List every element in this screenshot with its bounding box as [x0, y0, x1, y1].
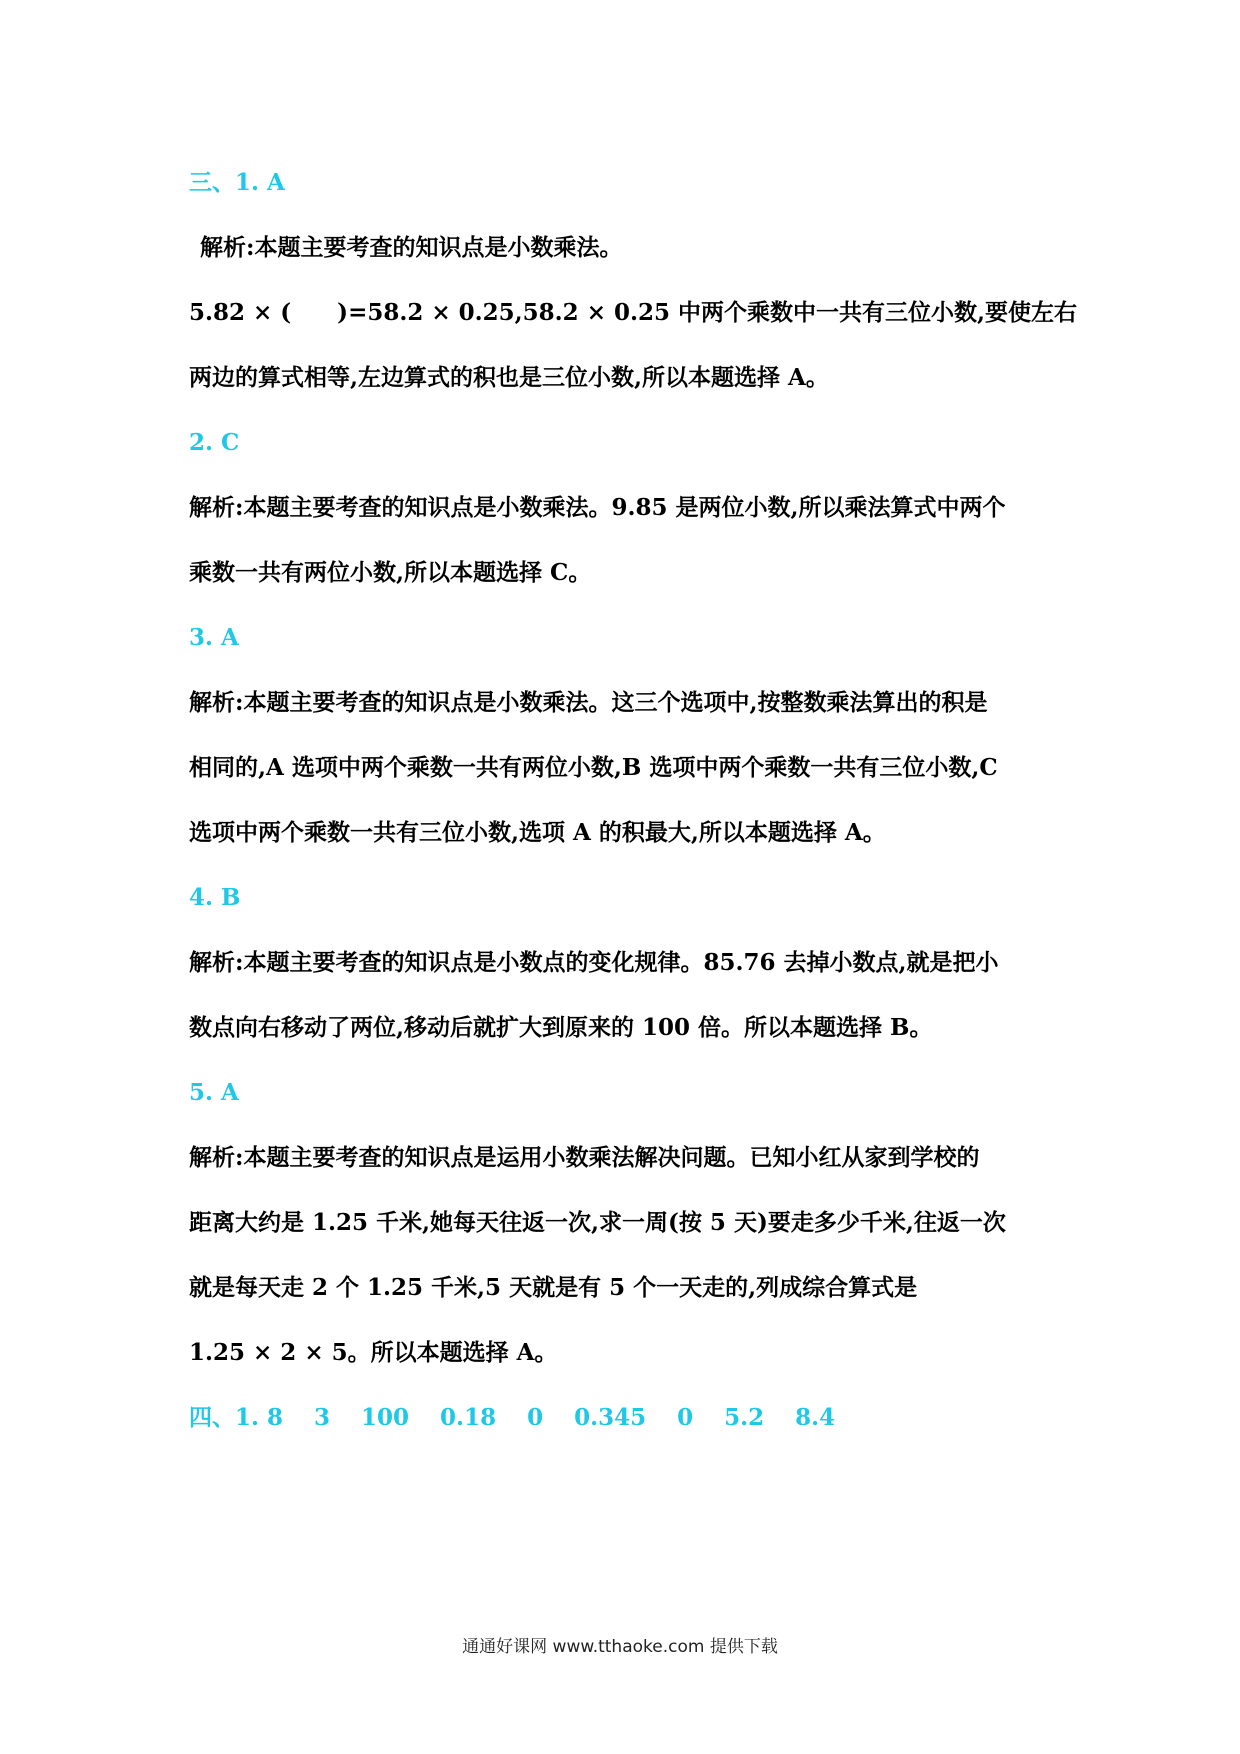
explanation-3-3-line-2: 相同的,A 选项中两个乘数一共有两位小数,B 选项中两个乘数一共有三位小数,C	[189, 754, 998, 781]
answer-4-1: 四、1. 8 3 100 0.18 0 0.345 0 5.2 8.4	[189, 1404, 836, 1431]
answer-3-4: 4. B	[189, 884, 241, 911]
explanation-3-2-line-2: 乘数一共有两位小数,所以本题选择 C。	[189, 559, 592, 586]
explanation-3-3-line-1: 解析:本题主要考查的知识点是小数乘法。这三个选项中,按整数乘法算出的积是	[189, 689, 988, 716]
answer-3-3: 3. A	[189, 624, 239, 651]
explanation-3-4-line-2: 数点向右移动了两位,移动后就扩大到原来的 100 倍。所以本题选择 B。	[189, 1014, 933, 1041]
answer-3-5: 5. A	[189, 1079, 239, 1106]
explanation-3-5-line-2: 距离大约是 1.25 千米,她每天往返一次,求一周(按 5 天)要走多少千米,往返一次	[189, 1209, 1006, 1236]
explanation-3-2-line-1: 解析:本题主要考查的知识点是小数乘法。9.85 是两位小数,所以乘法算式中两个	[189, 494, 1006, 521]
explanation-3-1-line-2: 5.82 × ( )=58.2 × 0.25,58.2 × 0.25 中两个乘数中一共有三位小数,要使左右	[189, 299, 1078, 326]
answer-3-2: 2. C	[189, 429, 240, 456]
explanation-3-3-line-3: 选项中两个乘数一共有三位小数,选项 A 的积最大,所以本题选择 A。	[189, 819, 886, 846]
footer-source: 通通好课网 www.tthaoke.com 提供下载	[462, 1637, 778, 1657]
explanation-3-5-line-4: 1.25 × 2 × 5。所以本题选择 A。	[189, 1339, 558, 1366]
explanation-3-5-line-3: 就是每天走 2 个 1.25 千米,5 天就是有 5 个一天走的,列成综合算式是	[189, 1274, 918, 1301]
explanation-3-4-line-1: 解析:本题主要考查的知识点是小数点的变化规律。85.76 去掉小数点,就是把小	[189, 949, 999, 976]
explanation-3-1-line-1: 解析:本题主要考查的知识点是小数乘法。	[200, 234, 623, 261]
explanation-3-5-line-1: 解析:本题主要考查的知识点是运用小数乘法解决问题。已知小红从家到学校的	[189, 1144, 980, 1171]
answer-3-1: 三、1. A	[189, 169, 285, 196]
explanation-3-1-line-3: 两边的算式相等,左边算式的积也是三位小数,所以本题选择 A。	[189, 364, 829, 391]
